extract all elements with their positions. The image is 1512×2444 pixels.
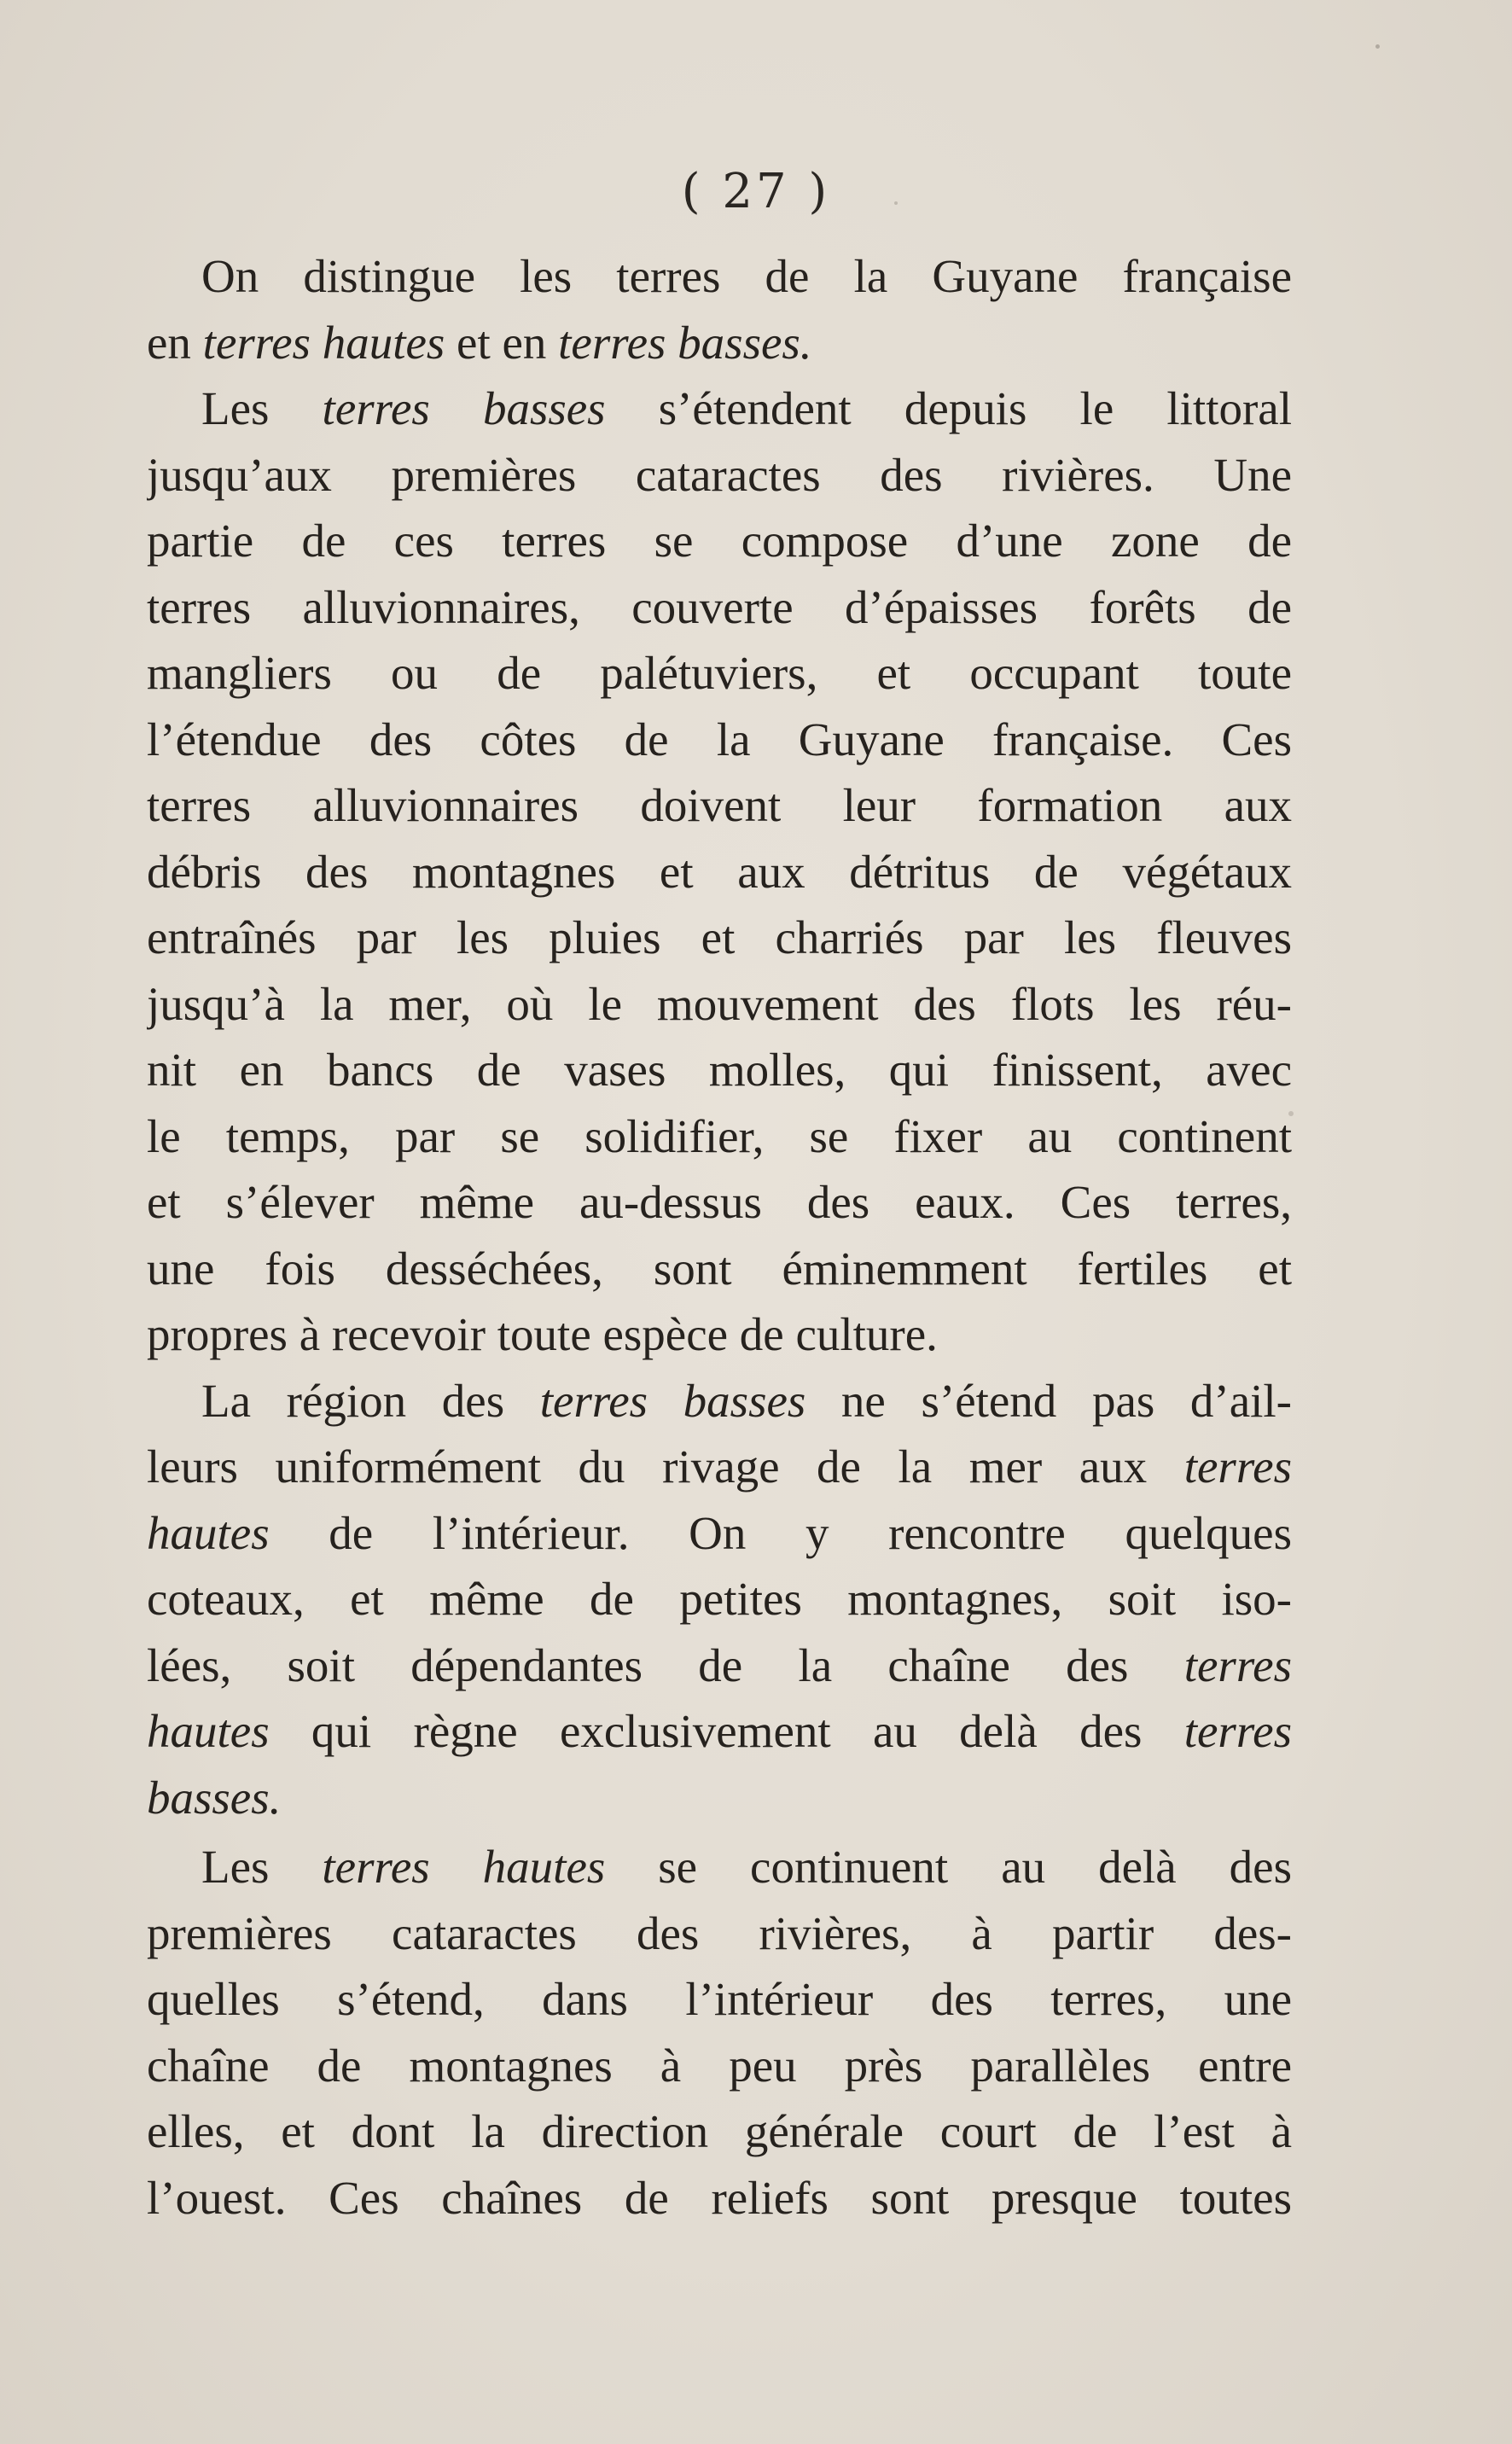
body-text	[147, 243, 1292, 2231]
text-line	[147, 1765, 1292, 1831]
text-line	[147, 2033, 1292, 2099]
text-run: et s’élever même au-dessus des eaux. Ces terres,	[147, 1176, 1292, 1228]
text-line	[147, 574, 1292, 641]
italic-term: terres	[1183, 1705, 1292, 1757]
italic-term: terres	[1183, 1440, 1292, 1493]
text-line	[147, 905, 1292, 971]
italic-term: hautes	[147, 1705, 270, 1757]
text-line	[147, 1301, 1292, 1368]
text-line	[147, 1500, 1292, 1567]
text-run: se continuent au delà des	[605, 1841, 1292, 1893]
text-line	[147, 508, 1292, 574]
text-line	[147, 1966, 1292, 2033]
text-run: entraînés par les pluies et charriés par les fleuves	[147, 911, 1292, 963]
paper-speck	[1288, 1111, 1294, 1116]
text-run: terres alluvionnaires doivent leur formation aux	[147, 779, 1292, 831]
text-run: On distingue les terres de la Guyane française	[201, 250, 1292, 302]
italic-term: terres basses	[539, 1374, 806, 1427]
text-run: elles, et dont la direction générale court de l’est à	[147, 2105, 1292, 2157]
text-run: ne s’étend pas d’ail-	[805, 1374, 1292, 1427]
text-run: lées, soit dépendantes de la chaîne des	[147, 1638, 1184, 1691]
italic-term: basses.	[147, 1771, 282, 1824]
text-line	[147, 442, 1292, 509]
text-run: qui règne exclusivement au delà des	[269, 1705, 1184, 1757]
page-number: ( 27 )	[681, 164, 831, 219]
text-run: coteaux, et même de petites montagnes, soit iso-	[147, 1573, 1292, 1625]
text-run: premières cataractes des rivières, à partir des-	[147, 1906, 1292, 1959]
text-run: La région des	[201, 1374, 540, 1427]
text-run: Les	[201, 382, 323, 434]
text-line	[147, 1103, 1292, 1170]
text-line	[147, 1566, 1292, 1632]
italic-term: terres basses	[322, 382, 606, 434]
text-run: propres à recevoir toute espèce de culture.	[147, 1308, 938, 1360]
text-line	[147, 1368, 1292, 1434]
text-run: Les	[201, 1841, 323, 1893]
text-run: l’ouest. Ces chaînes de reliefs sont presque toutes	[147, 2171, 1292, 2224]
text-line	[147, 640, 1292, 707]
text-line	[147, 971, 1292, 1038]
paper-speck	[1375, 44, 1380, 49]
text-line	[147, 839, 1292, 905]
text-line	[147, 1236, 1292, 1302]
text-run: terres alluvionnaires, couverte d’épaisses forêts de	[147, 580, 1292, 633]
text-line	[147, 1434, 1292, 1500]
text-run: débris des montagnes et aux détritus de végétaux	[147, 845, 1292, 898]
text-line	[147, 1900, 1292, 1967]
text-run: chaîne de montagnes à peu près parallèles entre	[147, 2039, 1292, 2092]
text-line	[147, 1037, 1292, 1103]
text-line	[147, 1698, 1292, 1765]
italic-term: terres hautes	[202, 316, 445, 369]
text-line	[147, 1169, 1292, 1236]
text-run: jusqu’aux premières cataractes des rivières. Une	[147, 448, 1292, 501]
text-line	[147, 1632, 1292, 1699]
text-run: partie de ces terres se compose d’une zone de	[147, 515, 1292, 567]
text-run: leurs uniformément du rivage de la mer aux	[147, 1440, 1184, 1493]
italic-term: terres	[1183, 1638, 1292, 1691]
text-run: l’étendue des côtes de la Guyane française. Ces	[147, 713, 1292, 765]
text-line	[147, 772, 1292, 839]
italic-term: terres basses.	[558, 316, 812, 369]
text-line	[147, 707, 1292, 773]
text-run: et en	[445, 316, 559, 369]
text-line	[147, 2165, 1292, 2232]
text-line	[147, 1834, 1292, 1900]
text-line	[147, 310, 1292, 376]
text-run: s’étendent depuis le littoral	[605, 382, 1292, 434]
text-run: en	[147, 316, 203, 369]
text-run: nit en bancs de vases molles, qui finissent, avec	[147, 1044, 1292, 1096]
text-line	[147, 375, 1292, 442]
paper-speck	[894, 201, 898, 205]
text-run: une fois desséchées, sont éminemment fertiles et	[147, 1242, 1292, 1295]
italic-term: hautes	[147, 1506, 270, 1559]
italic-term: terres hautes	[322, 1841, 606, 1893]
text-line	[147, 243, 1292, 310]
text-run: le temps, par se solidifier, se fixer au continent	[147, 1109, 1292, 1162]
text-run: de l’intérieur. On y rencontre quelques	[269, 1506, 1292, 1559]
text-line	[147, 2098, 1292, 2165]
text-run: jusqu’à la mer, où le mouvement des flots les réu-	[147, 977, 1292, 1030]
text-run: quelles s’étend, dans l’intérieur des terres, une	[147, 1973, 1292, 2025]
text-run: mangliers ou de palétuviers, et occupant toute	[147, 647, 1292, 699]
